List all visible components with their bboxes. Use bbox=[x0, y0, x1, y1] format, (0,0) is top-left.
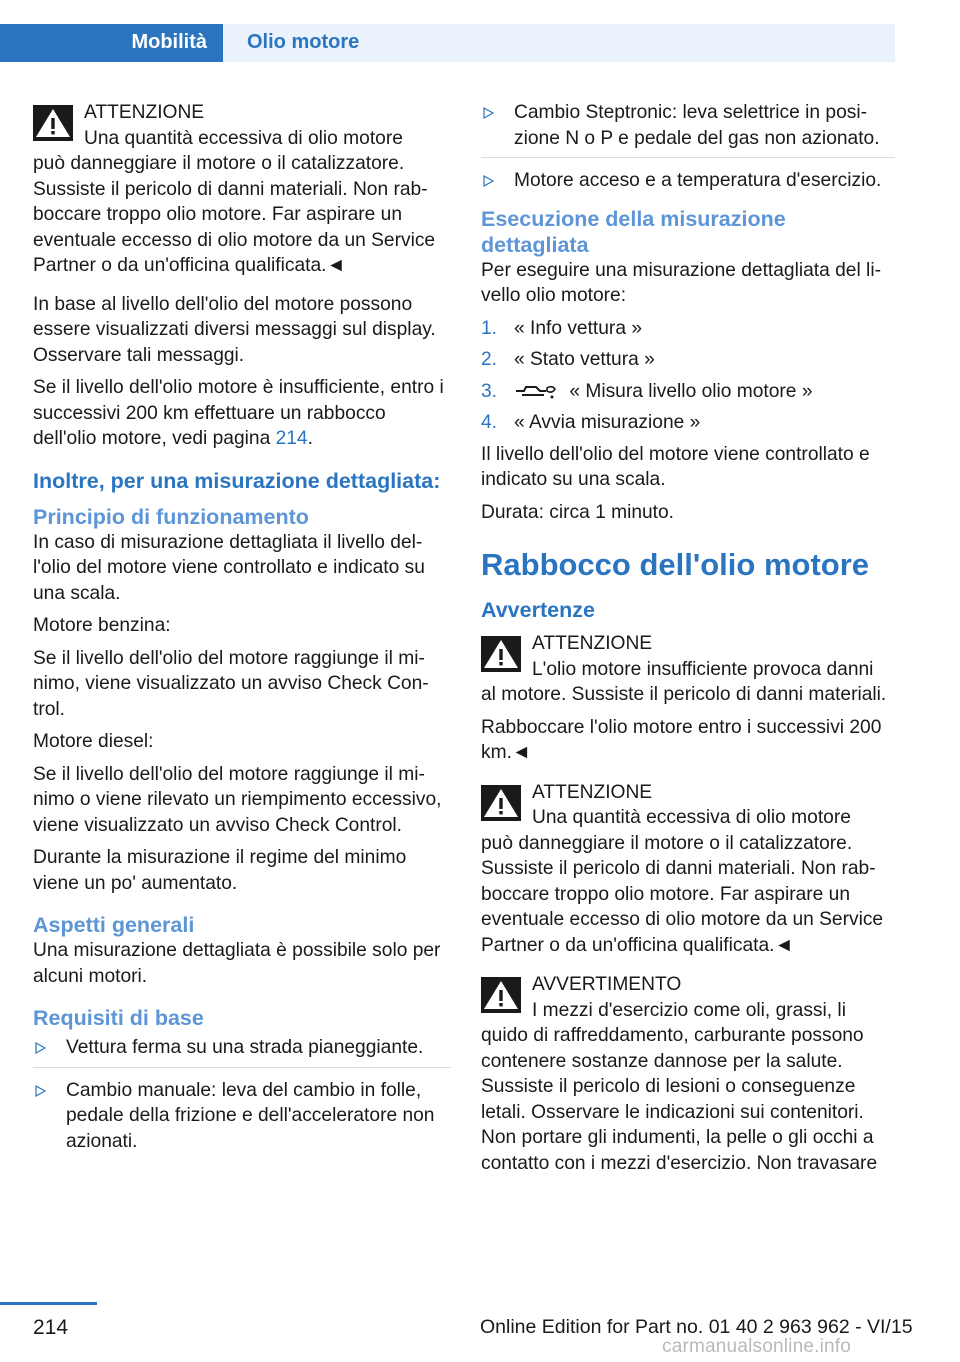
paragraph: Il livello dell'olio del motore viene controllato e indicato su una scala. bbox=[481, 443, 870, 490]
requirements-list-continued bbox=[481, 100, 895, 194]
warning-triangle-icon bbox=[33, 105, 73, 141]
tab-mobilita[interactable]: Mobilità bbox=[0, 24, 223, 62]
warning-text-rest: quido di raffreddamento, carburante possono contenere sostanze dannose per la salute. Sussiste il pericolo di lesioni o conseguenze letali. Osservare le indicazioni sui contenitori. Non portare gli indumenti, la pelle o gli occhi a contatto con i mezzi d'esercizio. Non travasare bbox=[481, 1025, 878, 1174]
warning-block bbox=[481, 972, 895, 1176]
paragraph: Durante la misurazione il regime del minimo viene un po' aumentato. bbox=[33, 847, 407, 894]
warning-text-rest: al motore. Sussiste il pericolo di danni materiali. bbox=[481, 684, 887, 705]
section-heading: Inoltre, per una misurazione dettagliata: bbox=[33, 468, 441, 493]
list-item bbox=[481, 168, 895, 194]
paragraph: Una misurazione dettagliata è possibile solo per alcuni motori. bbox=[33, 940, 441, 987]
list-item-text: Motore acceso e a temperatura d'esercizio. bbox=[514, 170, 882, 191]
triangle-bullet-icon bbox=[483, 107, 494, 119]
paragraph-end: . bbox=[307, 428, 313, 449]
tab-olio-motore[interactable]: Olio motore bbox=[223, 24, 895, 62]
warning-block bbox=[33, 100, 451, 279]
triangle-bullet-icon bbox=[483, 175, 494, 187]
edition-note: Online Edition for Part no. 01 40 2 963 962 - VI/15 bbox=[480, 1316, 913, 1338]
subsection-heading: Esecuzione della misurazione dettagliata bbox=[481, 206, 786, 257]
paragraph: Per eseguire una misurazione dettagliata del livello olio motore: bbox=[481, 259, 881, 306]
step-item bbox=[481, 316, 895, 342]
warning-heading: ATTENZIONE bbox=[84, 102, 205, 123]
step-text: « Avvia misurazione » bbox=[514, 412, 701, 433]
warning-heading: ATTENZIONE bbox=[532, 781, 653, 803]
step-item bbox=[481, 347, 895, 373]
warning-text: Una quantità eccessiva di olio motore bbox=[84, 127, 403, 149]
paragraph: Motore benzina: bbox=[33, 615, 171, 636]
warning-text: Una quantità eccessiva di olio motore bbox=[532, 807, 851, 828]
left-column bbox=[33, 100, 451, 1160]
right-column bbox=[481, 100, 895, 1189]
step-number: 2. bbox=[481, 349, 498, 370]
warning-heading: ATTENZIONE bbox=[532, 633, 653, 654]
page-number: 214 bbox=[33, 1316, 69, 1339]
paragraph-text: Se il livello dell'olio motore è insufficiente, entro i successivi 200 km effettuare un rabbocco dell'olio motore, vedi pagina bbox=[33, 377, 444, 449]
paragraph bbox=[33, 375, 451, 452]
warning-heading: AVVERTIMENTO bbox=[532, 974, 682, 995]
paragraph: Se il livello dell'olio del motore raggiunge il minimo o viene rilevato un riempimento eccessivo, viene visualizzato un avviso Check Control. bbox=[33, 763, 442, 836]
step-item bbox=[481, 379, 895, 405]
list-item bbox=[33, 1035, 451, 1061]
subsection-heading: Requisiti di base bbox=[33, 1006, 204, 1030]
page-link[interactable]: 214 bbox=[275, 428, 308, 449]
footer-rule bbox=[0, 1302, 97, 1305]
triangle-bullet-icon bbox=[35, 1085, 46, 1097]
warning-triangle-icon bbox=[481, 785, 521, 821]
subsection-heading: Aspetti generali bbox=[33, 913, 195, 937]
step-text: « Misura livello olio motore » bbox=[569, 380, 813, 402]
warning-block bbox=[481, 631, 895, 708]
paragraph: Rabboccare l'olio motore entro i successivi 200 km.◄ bbox=[481, 716, 882, 763]
header-bar bbox=[0, 0, 895, 62]
requirements-list bbox=[33, 1035, 451, 1154]
warning-text-rest: può danneggiare il motore o il catalizzatore. Sussiste il pericolo di danni materiali. Non rabboccare troppo olio motore. Far aspirare un eventuale eccesso di olio motore da un Service Partner o da un'officina qualificata.◄ bbox=[33, 153, 436, 276]
step-item bbox=[481, 410, 895, 436]
paragraph: Motore diesel: bbox=[33, 731, 154, 752]
list-divider bbox=[33, 1067, 451, 1068]
chapter-heading: Rabbocco dell'olio motore bbox=[481, 547, 870, 582]
step-text: « Info vettura » bbox=[514, 317, 642, 339]
warning-text: I mezzi d'esercizio come oli, grassi, li bbox=[532, 999, 846, 1021]
subsection-heading: Principio di funzionamento bbox=[33, 504, 309, 529]
warning-text: L'olio motore insufficiente provoca danni bbox=[532, 658, 874, 680]
list-item-text: Cambio Steptronic: leva selettrice in posizione N o P e pedale del gas non azionato. bbox=[514, 102, 880, 149]
list-item-text: Vettura ferma su una strada pianeggiante. bbox=[66, 1037, 424, 1058]
warning-triangle-icon bbox=[481, 977, 521, 1013]
step-number: 1. bbox=[481, 317, 498, 339]
list-item bbox=[481, 100, 895, 151]
step-number: 4. bbox=[481, 412, 498, 433]
list-item bbox=[33, 1078, 451, 1155]
list-divider bbox=[481, 157, 895, 158]
step-number: 3. bbox=[481, 380, 498, 402]
steps-list bbox=[481, 316, 895, 436]
paragraph: Durata: circa 1 minuto. bbox=[481, 501, 675, 523]
watermark: carmanualsonline.info bbox=[662, 1336, 852, 1357]
section-heading: Avvertenze bbox=[481, 598, 595, 622]
paragraph: In caso di misurazione dettagliata il livello dell'olio del motore viene controllato e indicato su una scala. bbox=[33, 531, 425, 604]
warning-triangle-icon bbox=[481, 636, 521, 672]
list-item-text: Cambio manuale: leva del cambio in folle, pedale della frizione e dell'acceleratore non azionati. bbox=[66, 1079, 435, 1152]
triangle-bullet-icon bbox=[35, 1042, 46, 1054]
car-oil-icon bbox=[514, 382, 558, 400]
warning-block bbox=[481, 780, 895, 959]
paragraph: In base al livello dell'olio del motore possono essere visualizzati diversi messaggi sul display. Osservare tali messaggi. bbox=[33, 293, 436, 366]
warning-text-rest: può danneggiare il motore o il catalizzatore. Sussiste il pericolo di danni materiali. Non rabboccare troppo olio motore. Far aspirare un eventuale eccesso di olio motore da un Service Partner o da un'officina qualificata.◄ bbox=[481, 832, 884, 956]
paragraph: Se il livello dell'olio del motore raggiunge il minimo, viene visualizzato un avviso Check Control. bbox=[33, 647, 429, 720]
step-text: « Stato vettura » bbox=[514, 349, 655, 370]
